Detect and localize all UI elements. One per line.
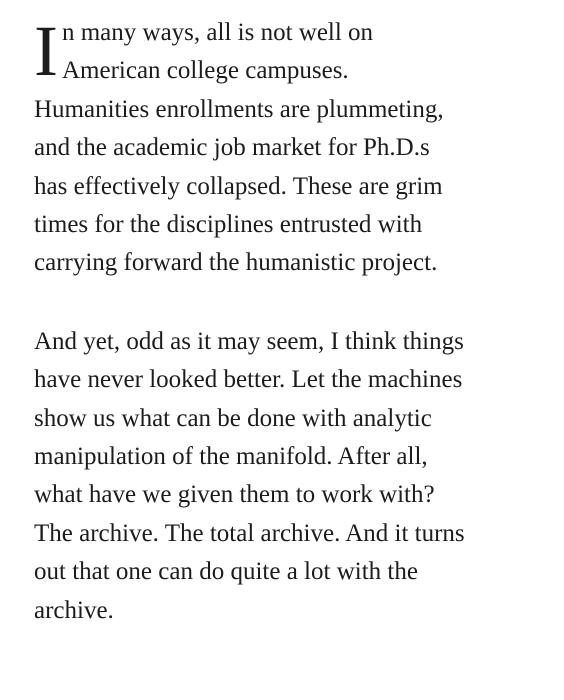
text-line: n many ways, all is not well on: [61, 19, 374, 46]
text-line: carrying forward the humanistic project.: [34, 249, 438, 277]
paragraph-1: [34, 11, 544, 283]
text-line: times for the disciplines entrusted with: [34, 211, 423, 239]
text-line: what have we given them to work with?: [34, 481, 435, 509]
text-line: and the academic job market for Ph.D.s: [34, 134, 430, 162]
text-line: has effectively collapsed. These are grim: [34, 172, 443, 200]
text-line: And yet, odd as it may seem, I think things: [34, 327, 464, 355]
paragraph-2: [34, 323, 544, 630]
text-line: out that one can do quite a lot with the: [34, 558, 418, 586]
text-line: archive.: [34, 596, 114, 624]
text-line: American college campuses.: [61, 57, 349, 85]
drop-cap: I: [34, 11, 58, 91]
paragraph-spacer: [34, 283, 544, 323]
text-line: The archive. The total archive. And it turns: [34, 519, 465, 547]
text-line: manipulation of the manifold. After all,: [34, 443, 428, 471]
text-line: Humanities enrollments are plummeting,: [34, 95, 444, 123]
text-line: show us what can be done with analytic: [34, 404, 432, 432]
text-line: have never looked better. Let the machines: [34, 366, 463, 394]
